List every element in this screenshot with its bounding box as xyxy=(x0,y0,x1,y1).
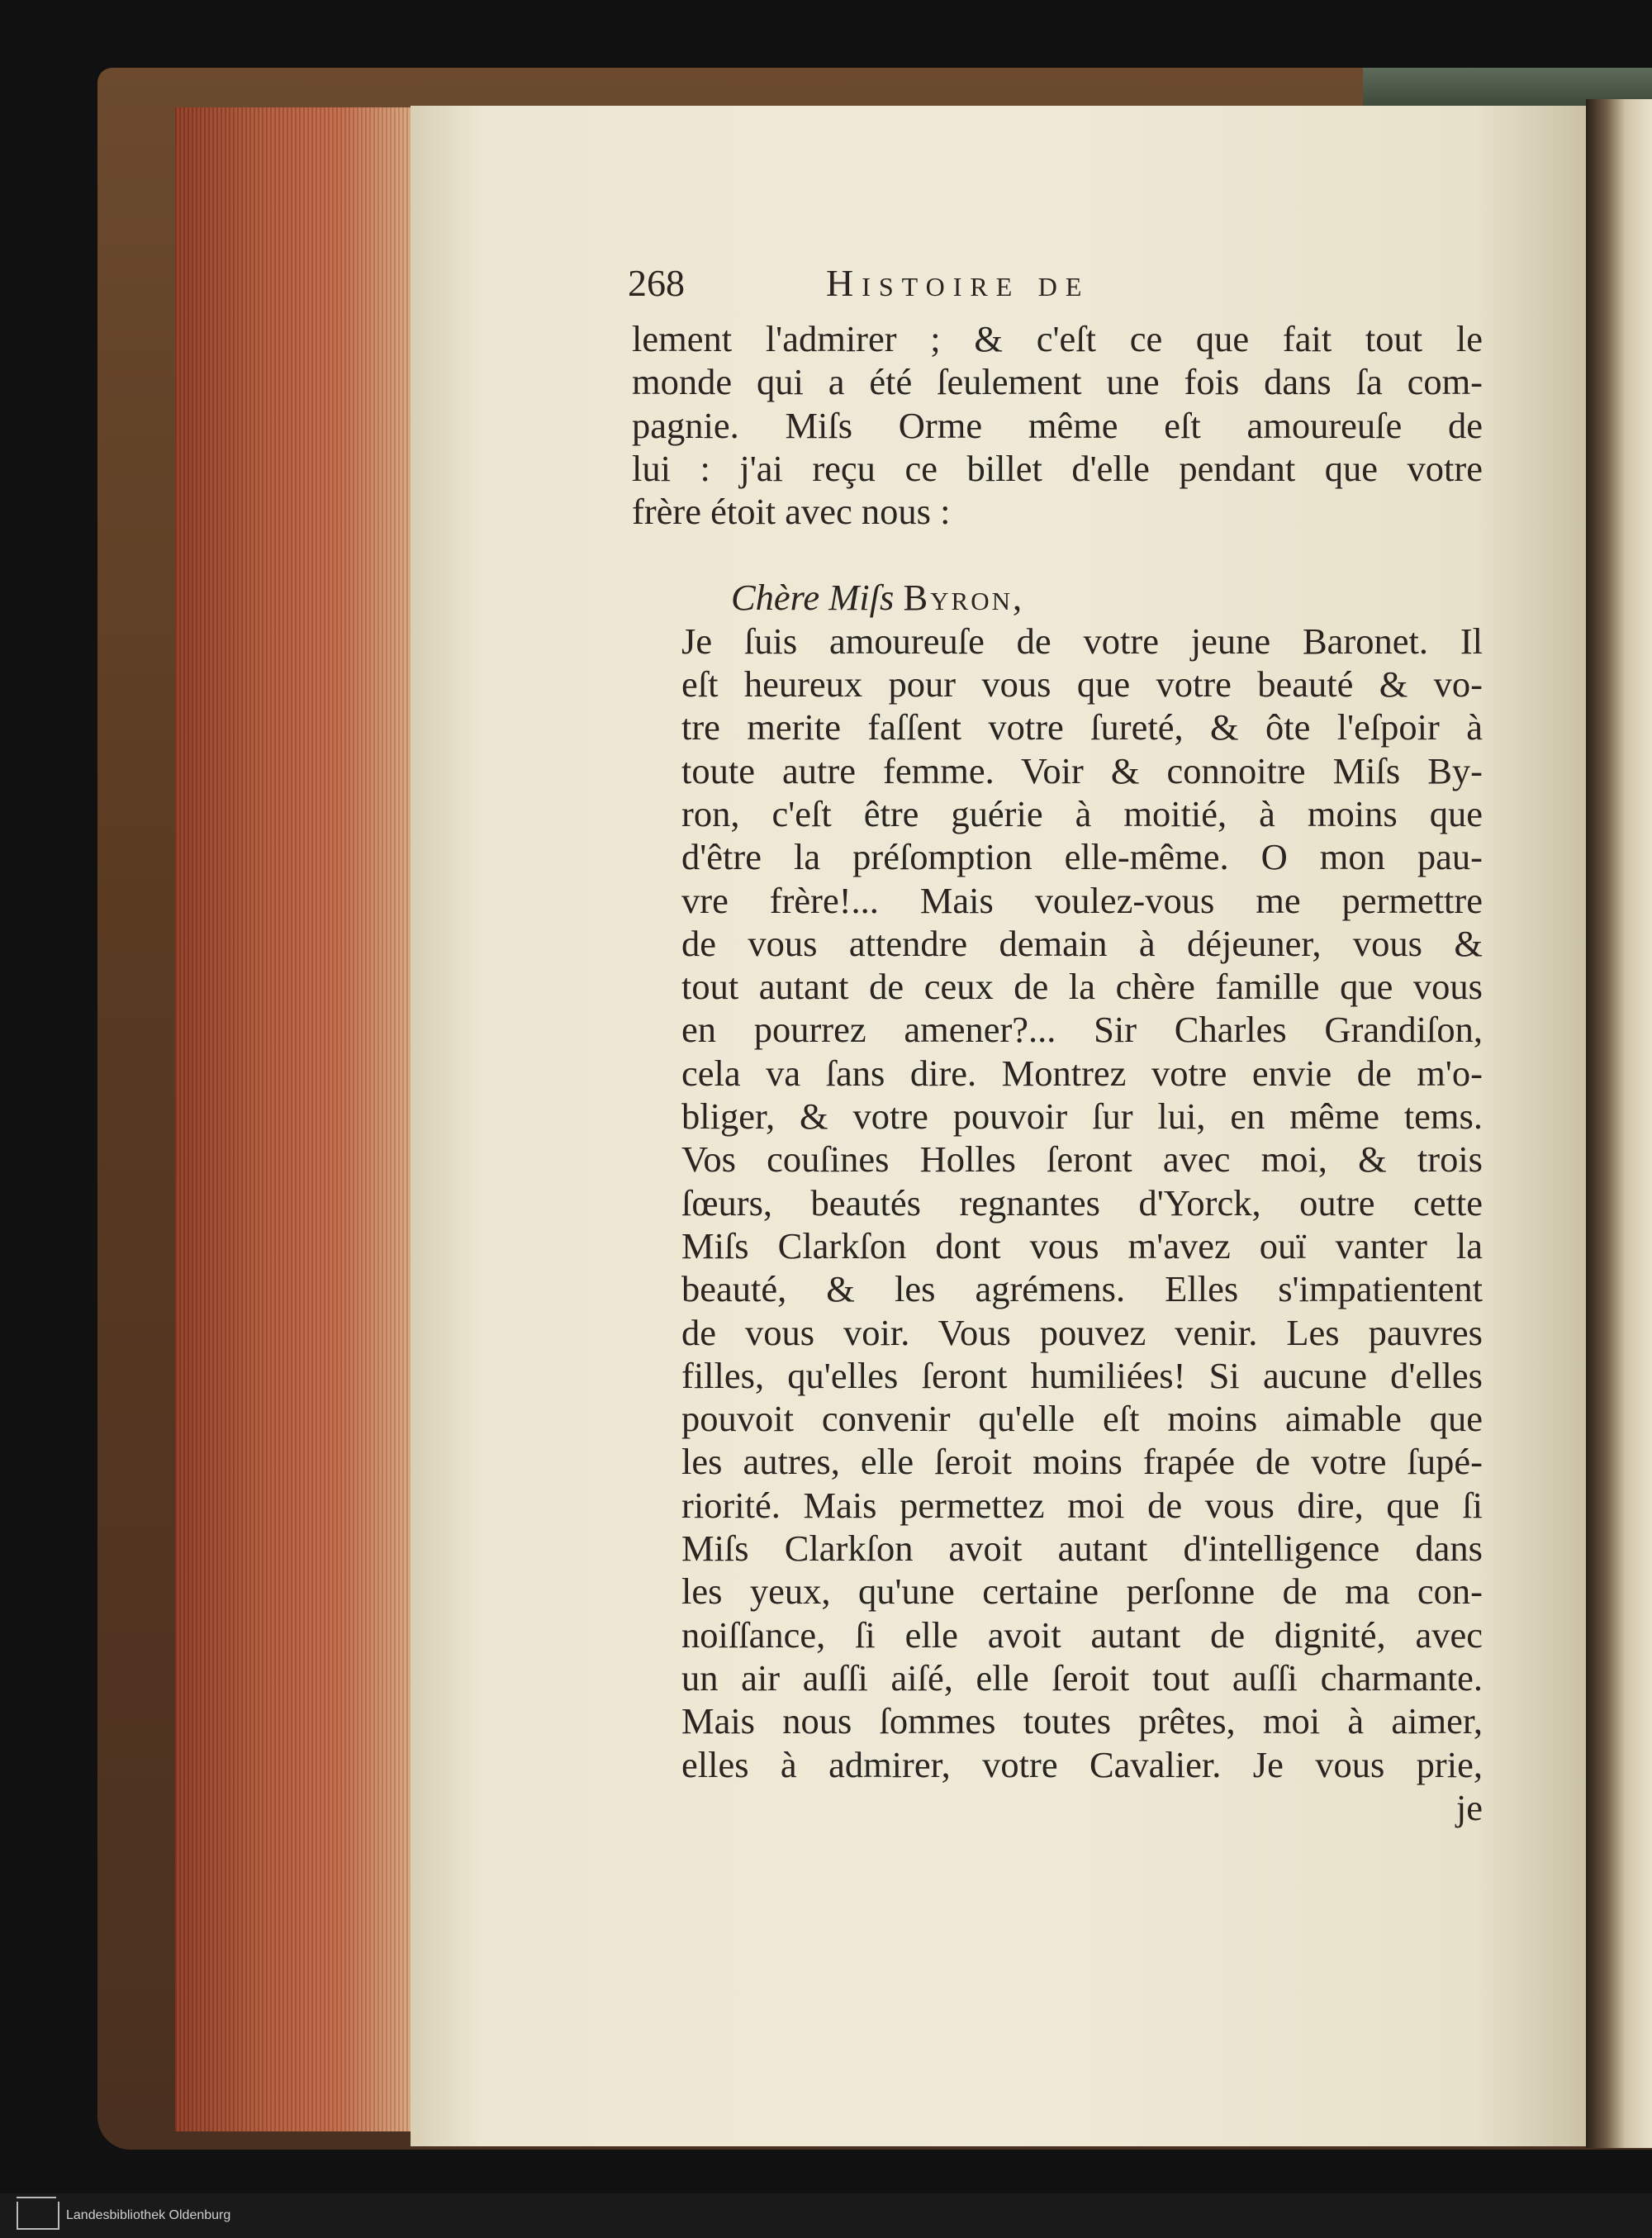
text-line: Miſs Clarkſon avoit autant d'intelligence dans xyxy=(681,1528,1483,1570)
text-line: d'être la préſomption elle-même. O mon pau- xyxy=(681,836,1483,878)
footer-bar xyxy=(0,2193,1652,2238)
text-line: monde qui a été ſeulement une fois dans ſa com- xyxy=(632,361,1483,403)
text-line: filles, qu'elles ſeront humiliées! Si aucune d'elles xyxy=(681,1354,1483,1396)
text-line: toute autre femme. Voir & connoitre Miſs By- xyxy=(681,749,1483,791)
running-header xyxy=(628,261,1487,302)
text-line: tout autant de ceux de la chère famille que vous xyxy=(681,966,1483,1008)
text-line: Je ſuis amoureuſe de votre jeune Baronet. Il xyxy=(681,620,1483,662)
text-line: Miſs Clarkſon dont vous m'avez ouï vanter la xyxy=(681,1224,1483,1266)
page-edges xyxy=(175,107,411,2131)
text-line: ſœurs, beautés regnantes d'Yorck, outre cette xyxy=(681,1181,1483,1224)
library-name: Landesbibliothek Oldenburg xyxy=(66,2208,231,2222)
salutation-name: Byron, xyxy=(903,577,1025,619)
text-line: tre merite faſſent votre ſureté, & ôte l'eſpoir à xyxy=(681,706,1483,748)
text-line: Mais nous ſommes toutes prêtes, moi à aimer, xyxy=(681,1700,1483,1742)
text-line: vre frère!... Mais voulez-vous me permettre xyxy=(681,879,1483,921)
letter-body xyxy=(632,620,1483,1786)
text-line: de vous voir. Vous pouvez venir. Les pauvres xyxy=(681,1311,1483,1353)
catchword: je xyxy=(1455,1786,1483,1828)
text-line: bliger, & votre pouvoir ſur lui, en même tems. xyxy=(681,1095,1483,1138)
page-text xyxy=(632,317,1483,1829)
text-line: elles à admirer, votre Cavalier. Je vous prie, xyxy=(681,1743,1483,1785)
text-line: un air auſſi aiſé, elle ſeroit tout auſſi charmante. xyxy=(681,1656,1483,1699)
text-line: riorité. Mais permettez moi de vous dire, que ſi xyxy=(681,1484,1483,1526)
text-line: Vos couſines Holles ſeront avec moi, & trois xyxy=(681,1138,1483,1181)
paragraph-before-letter xyxy=(632,317,1483,533)
text-line: les autres, elle ſeroit moins frapée de votre ſupé- xyxy=(681,1441,1483,1483)
text-line: pagnie. Miſs Orme même eſt amoureuſe de xyxy=(632,404,1483,446)
running-head: Histoire de xyxy=(826,262,1090,304)
text-line: cela va ſans dire. Montrez votre envie de m'o- xyxy=(681,1052,1483,1094)
text-line: lui : j'ai reçu ce billet d'elle pendant que votre xyxy=(632,447,1483,489)
salutation-prefix: Chère Miſs xyxy=(731,577,895,619)
text-line: ron, c'eſt être guérie à moitié, à moins que xyxy=(681,792,1483,834)
text-line: lement l'admirer ; & c'eſt ce que fait tout le xyxy=(632,318,1483,359)
text-line: en pourrez amener?... Sir Charles Grandiſon, xyxy=(681,1009,1483,1051)
text-line: de vous attendre demain à déjeuner, vous & xyxy=(681,922,1483,964)
text-line: pouvoit convenir qu'elle eſt moins aimable que xyxy=(681,1398,1483,1440)
letter-salutation xyxy=(632,576,1483,619)
page-gutter xyxy=(1586,99,1652,2148)
text-line: beauté, & les agrémens. Elles s'impatientent xyxy=(681,1268,1483,1310)
text-line: eſt heureux pour vous que votre beauté & vo- xyxy=(681,663,1483,706)
text-line: frère étoit avec nous : xyxy=(632,491,951,533)
page-number: 268 xyxy=(628,262,685,304)
text-line: noiſſance, ſi elle avoit autant de dignité, avec xyxy=(681,1613,1483,1656)
library-logo-icon xyxy=(17,2202,59,2230)
text-line: les yeux, qu'une certaine perſonne de ma con- xyxy=(681,1570,1483,1613)
